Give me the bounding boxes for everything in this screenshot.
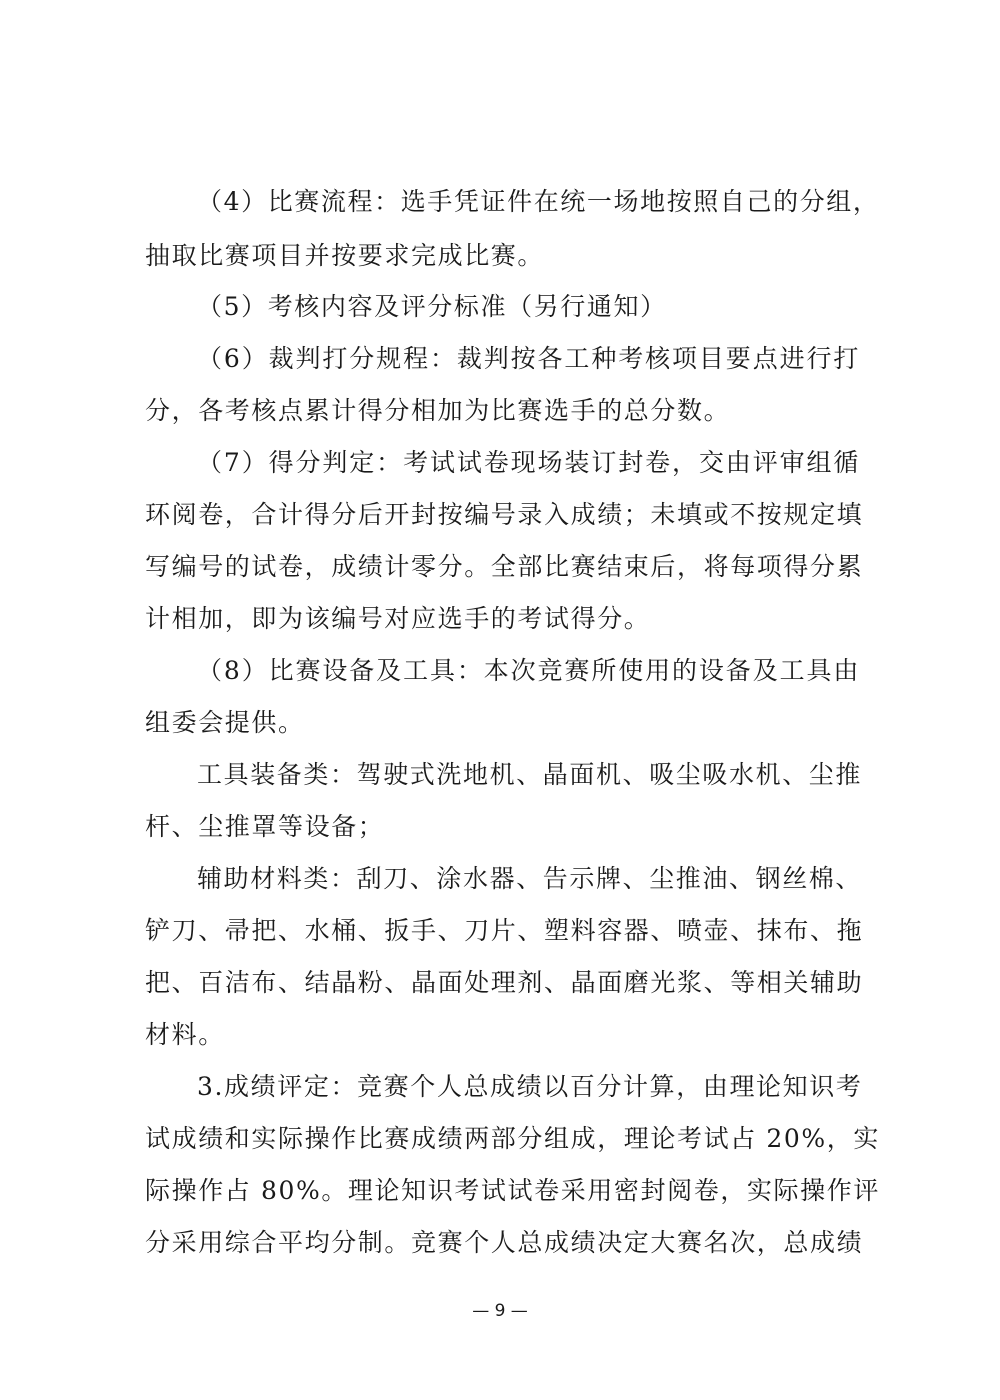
paragraph-8-line-2: 组委会提供。 [145,708,305,737]
scoring-line-3: 际操作占 80%。理论知识考试试卷采用密封阅卷，实际操作评 [145,1176,880,1205]
paragraph-7-line-3: 写编号的试卷，成绩计零分。全部比赛结束后，将每项得分累 [145,552,864,581]
paragraph-5-line-1: （5）考核内容及评分标准（另行通知） [197,292,667,321]
paragraph-8-line-1: （8）比赛设备及工具：本次竞赛所使用的设备及工具由 [197,656,860,685]
scoring-line-4: 分采用综合平均分制。竞赛个人总成绩决定大赛名次，总成绩 [145,1228,864,1257]
paragraph-6-line-1: （6）裁判打分规程：裁判按各工种考核项目要点进行打 [197,344,860,373]
paragraph-7-line-4: 计相加，即为该编号对应选手的考试得分。 [145,604,651,633]
equipment-line-2: 杆、尘推罩等设备； [145,812,385,841]
page-number: — 9 — [472,1301,528,1321]
paragraph-6-line-2: 分，各考核点累计得分相加为比赛选手的总分数。 [145,396,731,425]
paragraph-7-line-1: （7）得分判定：考试试卷现场装订封卷，交由评审组循 [197,448,860,477]
materials-line-3: 把、百洁布、结晶粉、晶面处理剂、晶面磨光浆、等相关辅助 [145,968,864,997]
scoring-line-1: 3.成绩评定：竞赛个人总成绩以百分计算，由理论知识考 [197,1072,863,1101]
equipment-line-1: 工具装备类：驾驶式洗地机、晶面机、吸尘吸水机、尘推 [197,760,863,789]
paragraph-4-line-1: （4）比赛流程：选手凭证件在统一场地按照自己的分组， [197,187,880,216]
paragraph-4-line-2: 抽取比赛项目并按要求完成比赛。 [145,241,545,270]
materials-line-4: 材料。 [145,1020,225,1049]
scoring-line-2: 试成绩和实际操作比赛成绩两部分组成，理论考试占 20%，实 [145,1124,880,1153]
materials-line-1: 辅助材料类：刮刀、涂水器、告示牌、尘推油、钢丝棉、 [197,864,863,893]
paragraph-7-line-2: 环阅卷，合计得分后开封按编号录入成绩；未填或不按规定填 [145,500,864,529]
materials-line-2: 铲刀、帚把、水桶、扳手、刀片、塑料容器、喷壶、抹布、拖 [145,916,864,945]
